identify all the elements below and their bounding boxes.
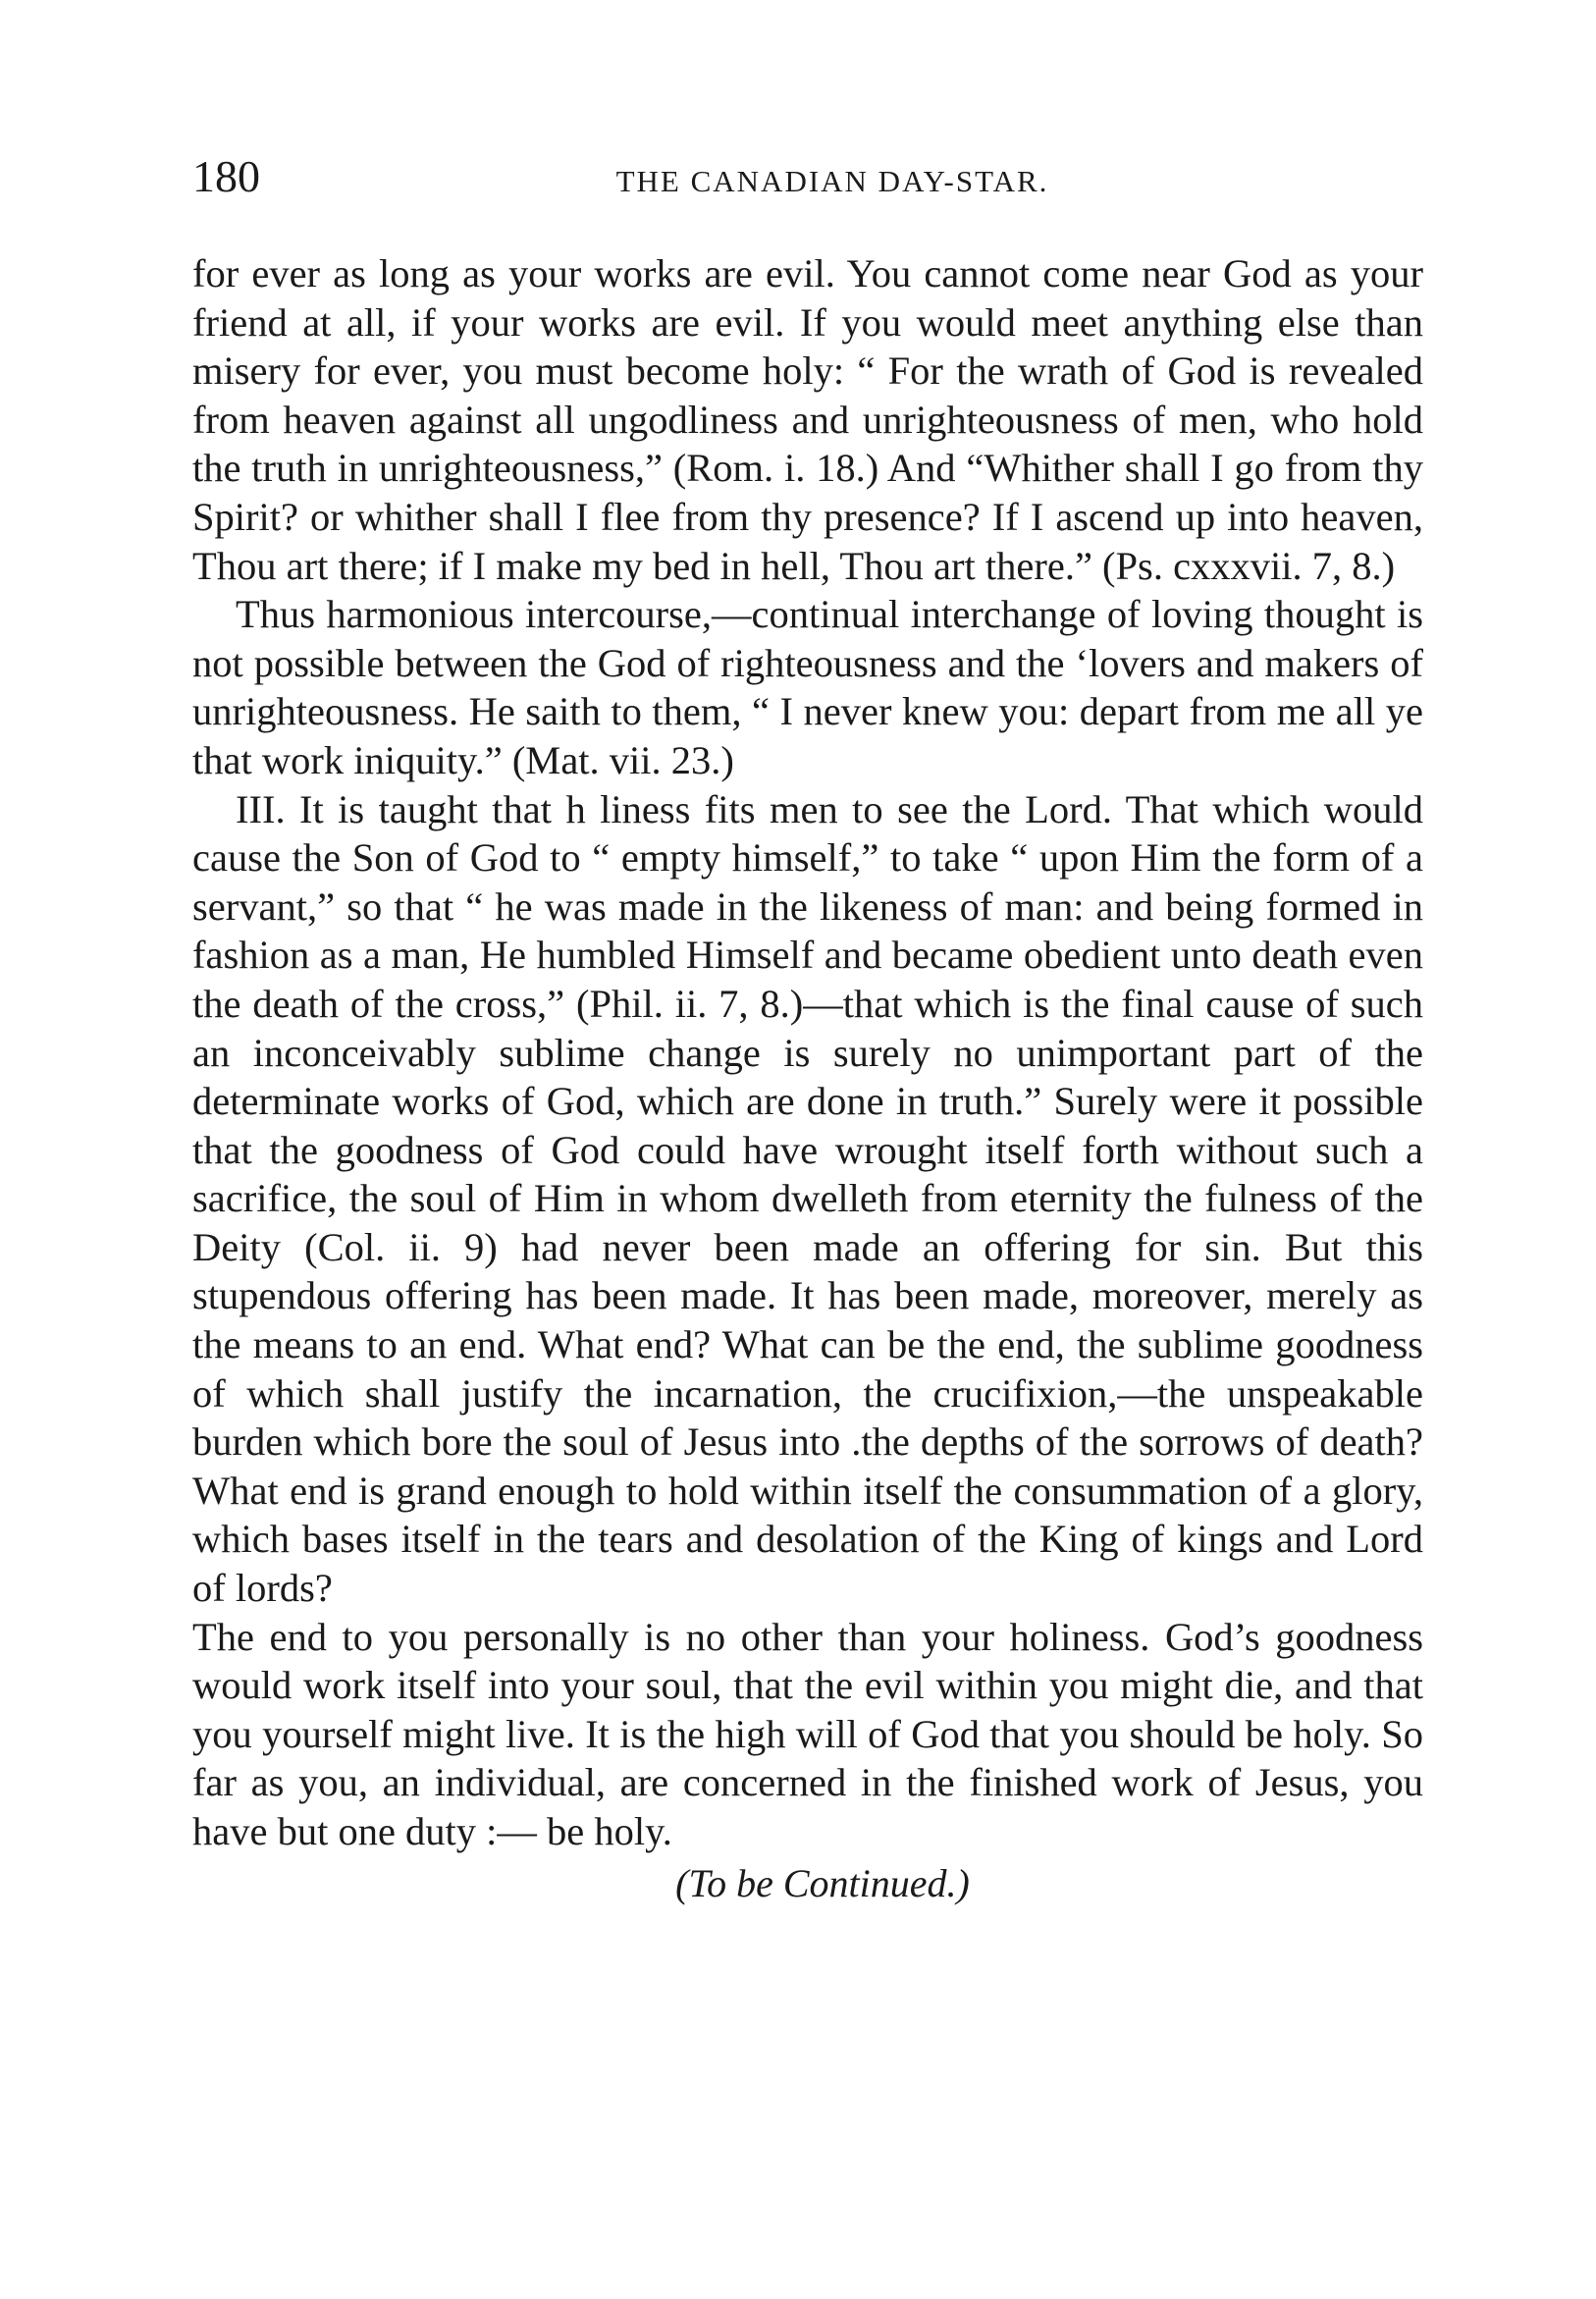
paragraph-4: The end to you personally is no other than your holiness. God’s goodness would work itself into your soul, that the evil within you might die, and that you yourself might live. It is the high will of God that you should be holy. So far as you, an individual, are concerned in the finished work of Jesus, you have but one duty :— be holy. <box>192 1614 1423 1853</box>
paragraph-1: for ever as long as your works are evil. You cannot come near God as your friend at all, if your works are evil. If you would meet anything else than misery for ever, you must become holy: “ For the wrath of God is revealed from heaven against all ungodliness and unrighteousness of men, who hold the truth in unrighteousness,” (Rom. i. 18.) And “Whither shall I go from thy Spirit? or whither shall I flee from thy presence? If I ascend up into heaven, Thou art there; if I make my bed in hell, Thou art there.” (Ps. cxxxvii. 7, 8.) <box>192 251 1423 588</box>
article-body <box>192 249 1423 1856</box>
running-head <box>192 147 1423 216</box>
journal-title: THE CANADIAN DAY-STAR. <box>615 164 1049 198</box>
page-number: 180 <box>192 151 260 201</box>
to-be-continued-note: (To be Continued.) <box>675 1860 970 1905</box>
paragraph-3: III. It is taught that h liness fits men to see the Lord. That which would cause the Son of God to “ empty himself,” to take “ upon Him the form of a servant,” so that “ he was made in the likeness of man: and being formed in fashion as a man, He humbled Himself and became obedient unto death even the death of the cross,” (Phil. ii. 7, 8.)—that which is the final cause of such an inconceivably sublime change is surely no unimportant part of the determinate works of God, which are done in truth.” Surely were it possible that the goodness of God could have wrought itself forth without such a sacrifice, the soul of Him in whom dwelleth from eternity the fulness of the Deity (Col. ii. 9) had never been made an offering for sin. But this stupendous offering has been made. It has been made, moreover, merely as the means to an end. What end? What can be the end, the sublime goodness of which shall justify the incarnation, the crucifixion,—the unspeakable burden which bore the soul of Jesus into .the depths of the sorrows of death? What end is grand enough to hold within itself the consummation of a glory, which bases itself in the tears and desolation of the King of kings and Lord of lords? <box>192 786 1423 1611</box>
paragraph-2: Thus harmonious intercourse,—continual interchange of loving thought is not possible between the God of righteousness and the ‘lovers and makers of unrighteousness. He saith to them, “ I never knew you: depart from me all ye that work iniquity.” (Mat. vii. 23.) <box>192 592 1423 782</box>
document-page <box>192 147 1423 1909</box>
